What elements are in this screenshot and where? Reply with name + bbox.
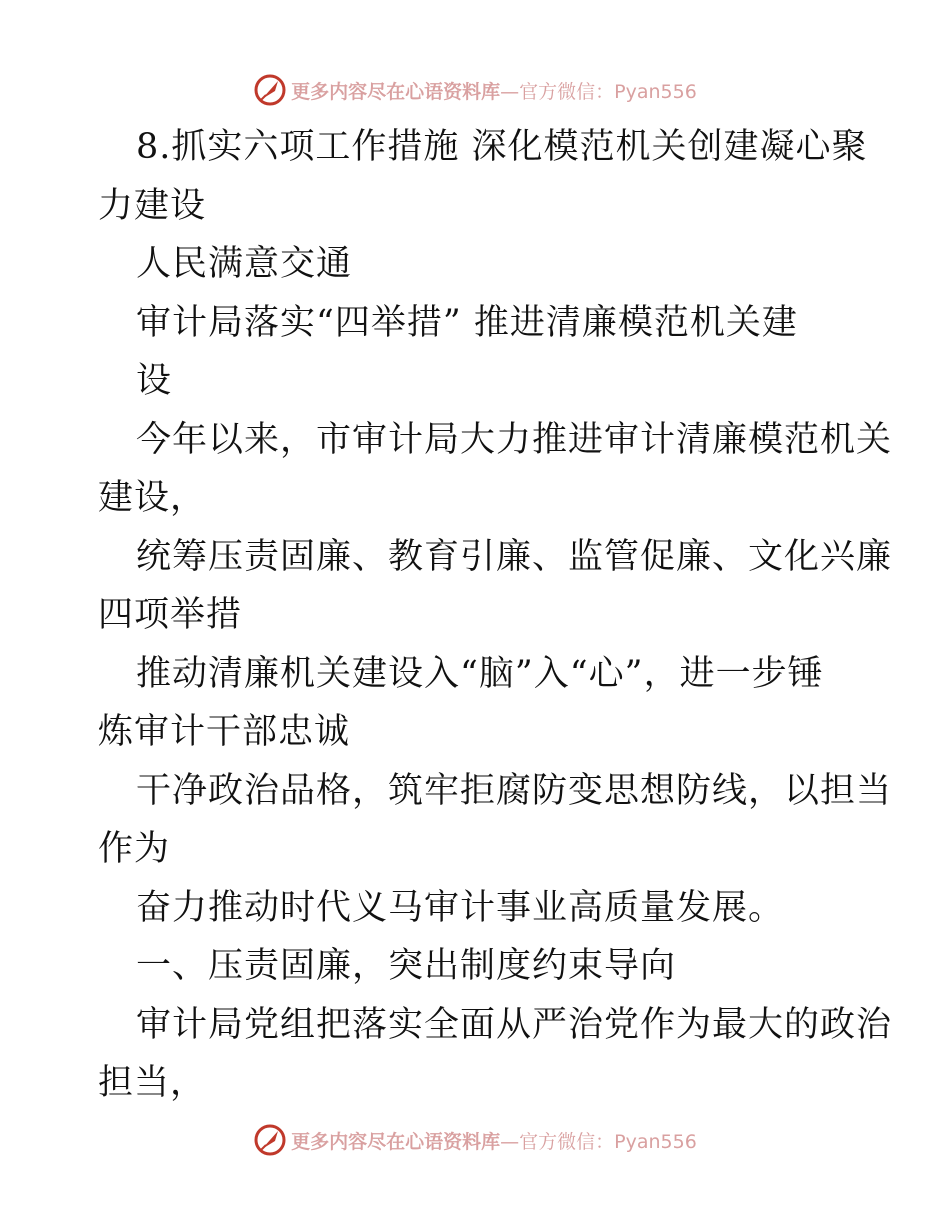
text-line: 审计局落实“四举措” 推进清廉模范机关建 (136, 302, 798, 343)
watermark-main-text: 更多内容尽在心语资料库 (291, 1130, 501, 1153)
text-line: 担当， (98, 1063, 207, 1103)
watermark-sub-text: —官方微信：Pyan556 (500, 1130, 697, 1153)
text-line: 作为 (98, 829, 171, 869)
text-line: 炼审计干部忠诚 (98, 712, 351, 752)
quill-logo-icon (253, 1123, 287, 1157)
text-line: 干净政治品格，筑牢拒腐防变思想防线，以担当 (136, 770, 893, 811)
text-line: 设 (136, 361, 173, 401)
watermark-main-text: 更多内容尽在心语资料库 (291, 80, 501, 103)
text-line: 奋力推动时代义马审计事业高质量发展。 (136, 887, 785, 928)
text-line: 推动清廉机关建设入“脑”入“心”，进一步锤 (136, 653, 824, 694)
text-line: 今年以来，市审计局大力推进审计清廉模范机关 (136, 419, 893, 460)
document-body (98, 118, 893, 1113)
text-line: 力建设 (98, 185, 207, 226)
text-line: 四项举措 (98, 595, 243, 635)
text-line: 审计局党组把落实全面从严治党作为最大的政治 (136, 1004, 893, 1045)
text-line: 8.抓实六项工作措施 深化模范机关创建凝心聚 (136, 127, 868, 167)
text-line: 人民满意交通 (136, 244, 353, 284)
footer-watermark (0, 1120, 950, 1160)
watermark-sub-text: —官方微信：Pyan556 (500, 80, 697, 103)
text-line: 建设， (98, 478, 207, 518)
header-watermark (0, 70, 950, 110)
text-line: 一、压责固廉，突出制度约束导向 (136, 946, 677, 986)
text-line: 统筹压责固廉、教育引廉、监管促廉、文化兴廉 (136, 536, 893, 577)
quill-logo-icon (253, 73, 287, 107)
